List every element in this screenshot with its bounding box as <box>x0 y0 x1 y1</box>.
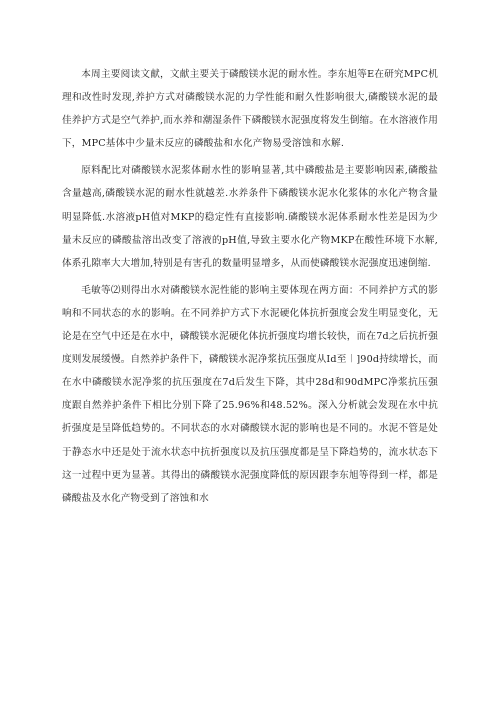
document-body <box>62 63 438 514</box>
paragraph-3: 毛敏等⑵则得出水对磷酸镁水泥性能的影响主要体现在两方面：不同养护方式的影响和不同状态的水的影响。在不同养护方式下水泥硬化体抗折强度会发生明显变化，无论是在空气中还是在水中，磷酸镁水泥硬化体抗折强度均增长较快，而在7d之后抗折强度则发展缓慢。自然养护条件下，磷酸镁水泥净浆抗压强度从Id至︱]90d持续增长，而在水中磷酸镁水泥净浆的抗压强度在7d后发生下降，其中28d和90dMPC净浆抗压强度跟自然养护条件下相比分别下降了25.96%和48.52%。深入分析就会发现在水中抗折强度是呈降低趋势的。不同状态的水对磷酸镁水泥的影响也是不同的。水泥不管是处于静态水中还是处于流水状态中抗折强度以及抗压强度都是呈下降趋势的，流水状态下这一过程中更为显著。其得出的磷酸镁水泥强度降低的原因跟李东旭等得到一样，都是磷酸盐及水化产物受到了溶蚀和水 <box>62 284 439 504</box>
paragraph-2: 原料配比对磷酸镁水泥浆体耐水性的影响显著,其中磷酸盐是主要影响因素,磷酸盐含量越高,磷酸镁水泥的耐水性就越差.水养条件下磷酸镁水泥水化浆体的水化产物含量明显降低.水溶液pH值对MKP的稳定性有直接影响.磷酸镁水泥体系耐水性差是因为少量未反应的磷酸盐溶出改变了溶液的pH值,导致主要水化产物MKP在酸性环境下水解,体系孔隙率大大增加,特别是有害孔的数量明显增多，从而使磷酸镁水泥强度迅速倒缩. <box>62 165 438 269</box>
paragraph-1: 本周主要阅读文献，文献主要关于磷酸镁水泥的耐水性。李东旭等E在研究MPC机理和改性时发现,养护方式对磷酸镁水泥的力学性能和耐久性影响很大,磷酸镁水泥的最佳养护方式是空气养护,而水养和潮湿条件下磷酸镁水泥强度将发生倒缩。在水溶液作用下，MPC基体中少量未反应的磷酸盐和水化产物易受溶蚀和水解. <box>62 69 438 150</box>
